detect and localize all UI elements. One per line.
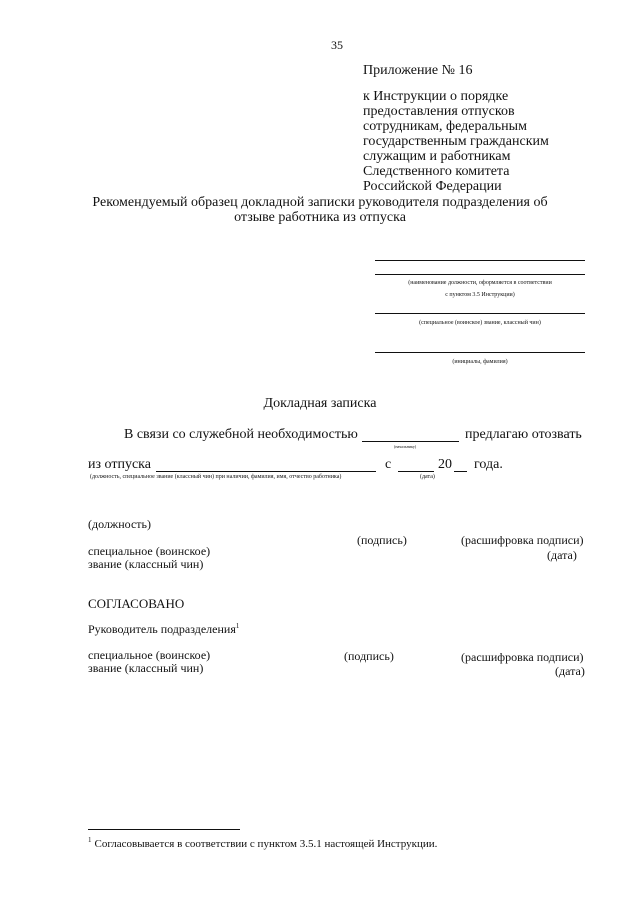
- memo-year-label: года.: [474, 457, 503, 472]
- appendix-line: служащим и работникам: [363, 149, 511, 164]
- year-blank: [454, 471, 467, 472]
- approval-head-text: Руководитель подразделения: [88, 622, 236, 636]
- initials-line: [375, 352, 585, 353]
- memo-from-vacation: из отпуска: [88, 457, 151, 472]
- appendix-line: Следственного комитета: [363, 164, 510, 179]
- page-number: 35: [331, 38, 343, 52]
- rank-label-line1: специальное (воинское): [88, 544, 211, 558]
- document-heading-line1: Рекомендуемый образец докладной записки руководителя подразделения об: [92, 195, 548, 210]
- employee-blank: [156, 471, 376, 472]
- date-caption: (дата): [420, 474, 435, 480]
- signature-label: (подпись): [357, 533, 407, 547]
- approval-rank-line1: специальное (воинское): [88, 648, 211, 662]
- addressee-line: [375, 260, 585, 261]
- appendix-line: Российской Федерации: [363, 179, 502, 194]
- position-label: (должность): [88, 517, 151, 531]
- reason-blank: [362, 441, 459, 442]
- date-label: (дата): [547, 548, 577, 562]
- addressee-caption: с пунктом 3.5 Инструкции): [445, 292, 515, 298]
- appendix-line: государственным гражданским: [363, 134, 549, 149]
- footnote-text: Согласовывается в соответствии с пунктом 3.5.1 настоящей Инструкции.: [94, 838, 438, 850]
- appendix-line: к Инструкции о порядке: [363, 89, 509, 104]
- memo-from-label: с: [385, 457, 392, 472]
- appendix-reference: [363, 89, 549, 194]
- memo-title: Докладная записка: [263, 396, 377, 411]
- footnote-mark: 1: [88, 836, 92, 844]
- reason-caption: (начальнику): [394, 444, 417, 449]
- signature-decode-label: (расшифровка подписи): [461, 533, 584, 547]
- initials-caption: (инициалы, фамилия): [452, 359, 508, 365]
- memo-text-end: предлагаю отозвать: [465, 427, 582, 442]
- document-heading-line2: отзыве работника из отпуска: [234, 210, 406, 225]
- approval-decode-label: (расшифровка подписи): [461, 650, 584, 664]
- addressee-line: [375, 274, 585, 275]
- approval-title: СОГЛАСОВАНО: [88, 596, 185, 611]
- rank-label-line2: звание (классный чин): [88, 557, 204, 571]
- year-prefix: 20: [438, 457, 452, 472]
- footnote-separator: [88, 829, 240, 830]
- addressee-caption: (наименование должности, оформляется в соответствии: [408, 280, 552, 286]
- footnote: [88, 836, 437, 851]
- approval-date-label: (дата): [555, 664, 585, 678]
- employee-caption: (должность, специальное звание (классный чин) при наличии, фамилия, имя, отчество работника): [90, 474, 342, 480]
- appendix-title: Приложение № 16: [363, 63, 473, 78]
- approval-signature-label: (подпись): [344, 649, 394, 663]
- date-blank: [398, 471, 434, 472]
- rank-line: [375, 313, 585, 314]
- rank-caption: (специальное (воинское) звание, классный чин): [419, 320, 541, 326]
- footnote-reference: 1: [235, 622, 240, 630]
- approval-rank-line2: звание (классный чин): [88, 661, 204, 675]
- appendix-line: сотрудникам, федеральным: [363, 119, 527, 134]
- memo-text-start: В связи со служебной необходимостью: [124, 427, 358, 442]
- appendix-line: предоставления отпусков: [363, 104, 515, 119]
- approval-head-label: [88, 622, 239, 637]
